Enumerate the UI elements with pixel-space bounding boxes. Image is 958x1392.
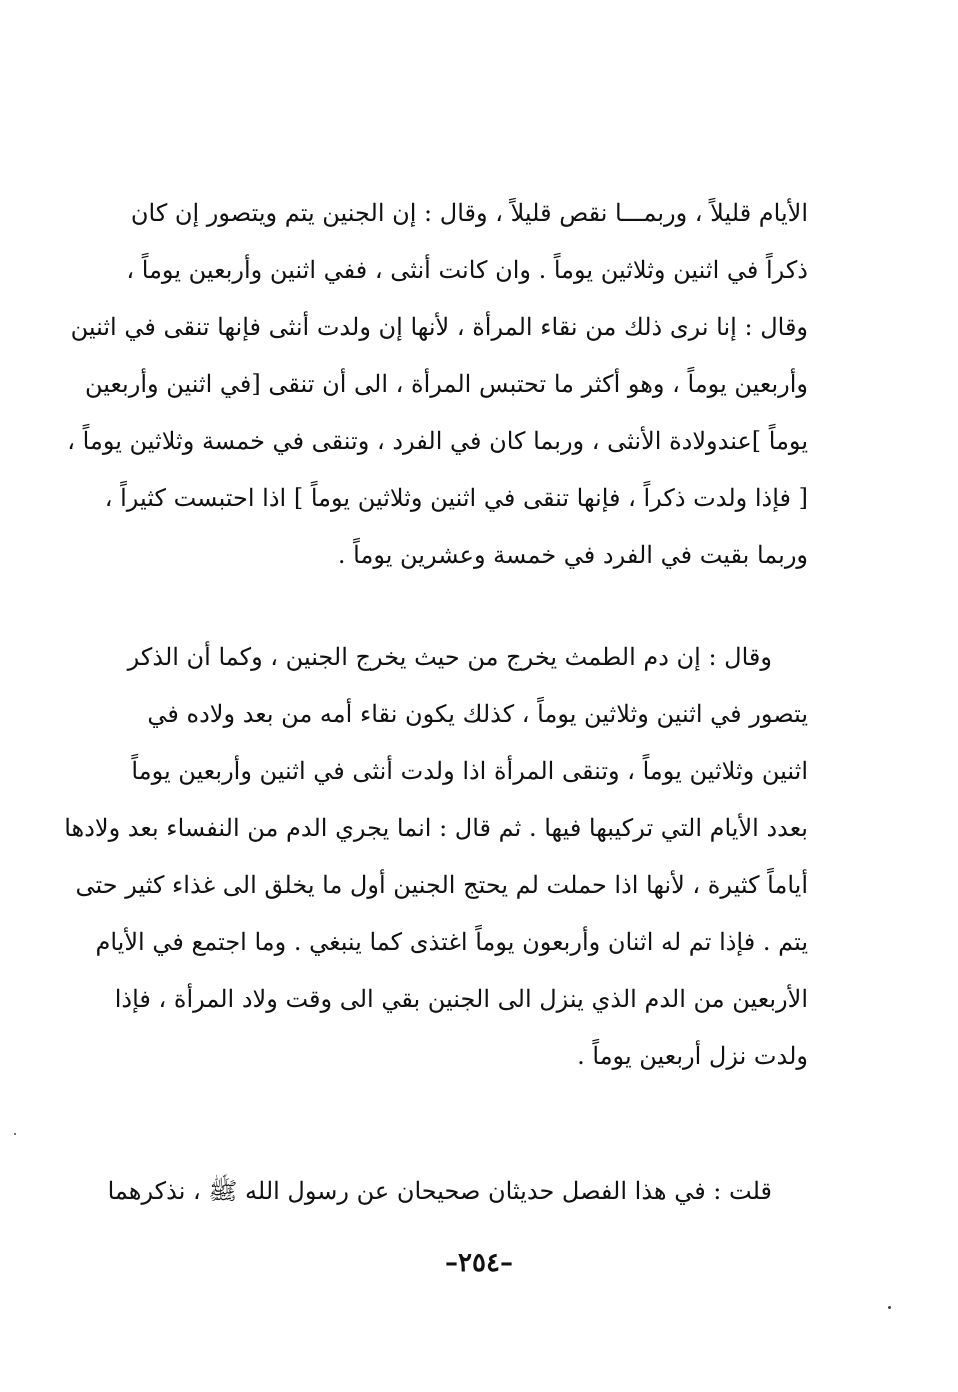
text-line: اثنين وثلاثين يوماً ، وتنقى المرأة اذا ولدت أنثى في اثنين وأربعين يوماً xyxy=(131,757,808,785)
text-line: أياماً كثيرة ، لأنها اذا حملت لم يحتج الجنين أول ما يخلق الى غذاء كثير حتى xyxy=(75,871,808,899)
text-line: الأيام قليلاً ، وربمـــا نقص قليلاً ، وقال : إن الجنين يتم ويتصور إن كان xyxy=(130,199,808,227)
text-line: وقال : إنا نرى ذلك من نقاء المرأة ، لأنها إن ولدت أنثى فإنها تنقى في اثنين xyxy=(70,313,808,341)
paragraph-2 xyxy=(64,629,808,1085)
text-line: الأربعين من الدم الذي ينزل الى الجنين بقي الى وقت ولاد المرأة ، فإذا xyxy=(114,985,808,1013)
text-line: يتم . فإذا تم له اثنان وأربعون يوماً اغتذى كما ينبغي . وما اجتمع في الأيام xyxy=(95,928,808,956)
text-line: يتصور في اثنين وثلاثين يوماً ، كذلك يكون نقاء أمه من بعد ولاده في xyxy=(147,700,808,728)
text-line: وربما بقيت في الفرد في خمسة وعشرين يوماً . xyxy=(337,541,808,569)
text-line: بعدد الأيام التي تركيبها فيها . ثم قال : انما يجري الدم من النفساء بعد ولادها xyxy=(64,814,808,842)
text-line: وأربعين يوماً ، وهو أكثر ما تحتبس المرأة ، الى أن تنقى [في اثنين وأربعين xyxy=(84,370,808,398)
text-line: ذكراً في اثنين وثلاثين يوماً . وان كانت أنثى ، ففي اثنين وأربعين يوماً ، xyxy=(126,256,808,284)
text-line: [ فإذا ولدت ذكراً ، فإنها تنقى في اثنين وثلاثين يوماً ] اذا احتبست كثيراً ، xyxy=(104,484,808,512)
page-number: –٢٥٤– xyxy=(445,1248,513,1278)
scan-speck xyxy=(888,1306,891,1309)
paragraph-1 xyxy=(67,185,808,584)
text-line: وقال : إن دم الطمث يخرج من حيث يخرج الجنين ، وكما أن الذكر xyxy=(127,643,772,671)
scan-speck xyxy=(14,1133,16,1135)
text-line: قلت : في هذا الفصل حديثان صحيحان عن رسول الله ﷺ ، نذكرهما xyxy=(107,1177,772,1205)
text-line: ولدت نزل أربعين يوماً . xyxy=(577,1042,808,1070)
text-line: يوماً ]عندولادة الأنثى ، وربما كان في الفرد ، وتنقى في خمسة وثلاثين يوماً ، xyxy=(67,427,808,455)
paragraph-3 xyxy=(107,1163,808,1220)
